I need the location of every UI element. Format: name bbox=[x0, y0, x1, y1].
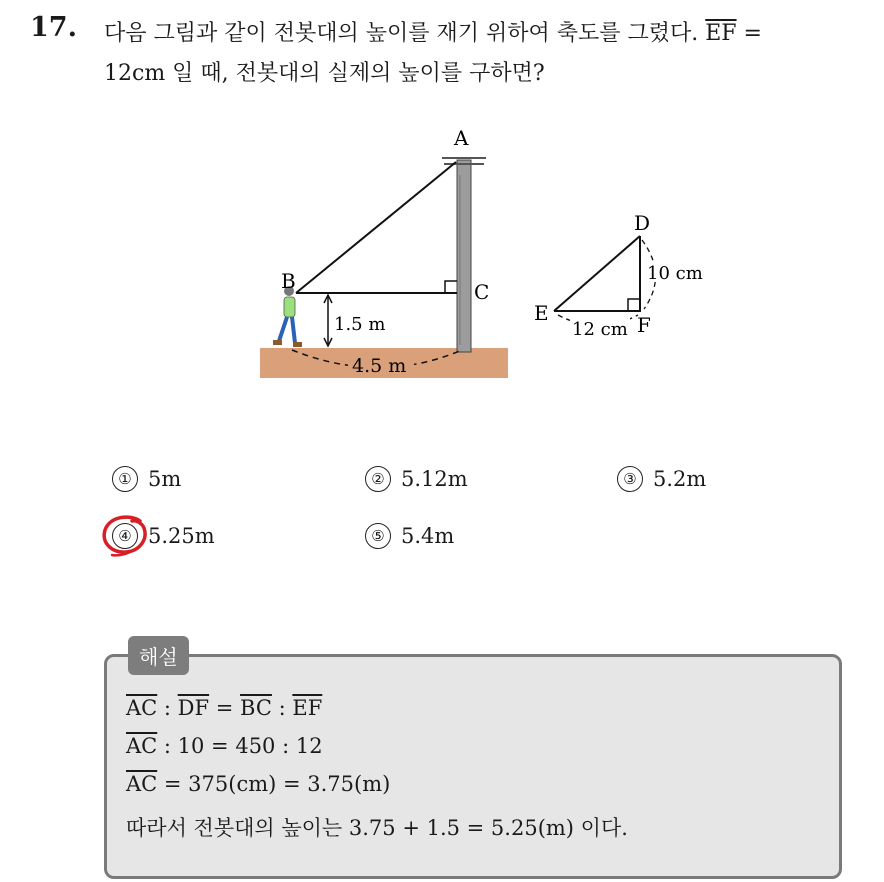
seg-ac: $\overline{AC}$ bbox=[126, 772, 158, 796]
height-label: 1.5 m bbox=[334, 314, 386, 335]
seg-ef: $\overline{EF}$ bbox=[292, 696, 323, 720]
label-b: B bbox=[281, 269, 296, 293]
right-angle-c bbox=[445, 281, 457, 293]
label-d: D bbox=[634, 211, 651, 235]
utility-pole bbox=[457, 160, 471, 352]
solution-line-3 bbox=[126, 772, 390, 796]
choice-2-text: 5.12m bbox=[401, 467, 468, 491]
df-label: 10 cm bbox=[647, 263, 703, 284]
answer-circle-mark bbox=[100, 513, 152, 559]
choice-2[interactable] bbox=[365, 466, 468, 492]
label-f: F bbox=[637, 313, 651, 337]
seg-bc: $\overline{BC}$ bbox=[240, 696, 272, 720]
solution-tag: 해설 bbox=[128, 636, 189, 675]
seg-df: $\overline{DF}$ bbox=[177, 696, 210, 720]
solution-line-3-rest: = 375(cm) = 3.75(m) bbox=[157, 772, 391, 796]
choice-5[interactable] bbox=[365, 523, 454, 549]
segment-ef: $\overline{EF}$ bbox=[705, 21, 737, 46]
solution-line-2-rest: : 10 = 450 : 12 bbox=[157, 734, 323, 758]
solution-line-4: 따라서 전봇대의 높이는 3.75 + 1.5 = 5.25(m) 이다. bbox=[126, 816, 628, 840]
right-angle-f bbox=[628, 299, 640, 311]
choice-3-num: ③ bbox=[617, 466, 643, 492]
line-de bbox=[554, 236, 640, 311]
seg-ac: $\overline{AC}$ bbox=[126, 734, 158, 758]
choice-3-text: 5.2m bbox=[653, 467, 707, 491]
question-text-line1-pre: 다음 그림과 같이 전봇대의 높이를 재기 위하여 축도를 그렸다. bbox=[104, 21, 706, 46]
person-icon bbox=[273, 286, 302, 347]
equals: = bbox=[209, 696, 241, 720]
question-text-line2: 12cm 일 때, 전봇대의 실제의 높이를 구하면? bbox=[104, 61, 545, 86]
colon: : bbox=[157, 696, 178, 720]
seg-ac: $\overline{AC}$ bbox=[126, 696, 158, 720]
choice-4-text: 5.25m bbox=[148, 524, 215, 548]
choice-1-text: 5m bbox=[148, 467, 182, 491]
label-c: C bbox=[474, 280, 490, 304]
line-ab bbox=[296, 162, 456, 293]
label-a: A bbox=[454, 126, 469, 150]
solution-line-2 bbox=[126, 734, 323, 758]
solution-box bbox=[104, 654, 842, 879]
ground-label: 4.5 m bbox=[352, 355, 407, 377]
question-number: 17. bbox=[30, 12, 77, 43]
choice-2-num: ② bbox=[365, 466, 391, 492]
solution-line-1 bbox=[126, 696, 322, 720]
question-text-line1-post: = bbox=[736, 21, 762, 46]
choice-1-num: ① bbox=[112, 466, 138, 492]
choice-1[interactable] bbox=[112, 466, 181, 492]
label-e: E bbox=[534, 301, 549, 325]
choice-5-num: ⑤ bbox=[365, 523, 391, 549]
choice-4-num: ④ bbox=[112, 523, 138, 549]
choice-3[interactable] bbox=[617, 466, 706, 492]
ef-length-label: 12 cm bbox=[572, 319, 628, 340]
colon: : bbox=[271, 696, 293, 720]
choice-5-text: 5.4m bbox=[401, 524, 455, 548]
